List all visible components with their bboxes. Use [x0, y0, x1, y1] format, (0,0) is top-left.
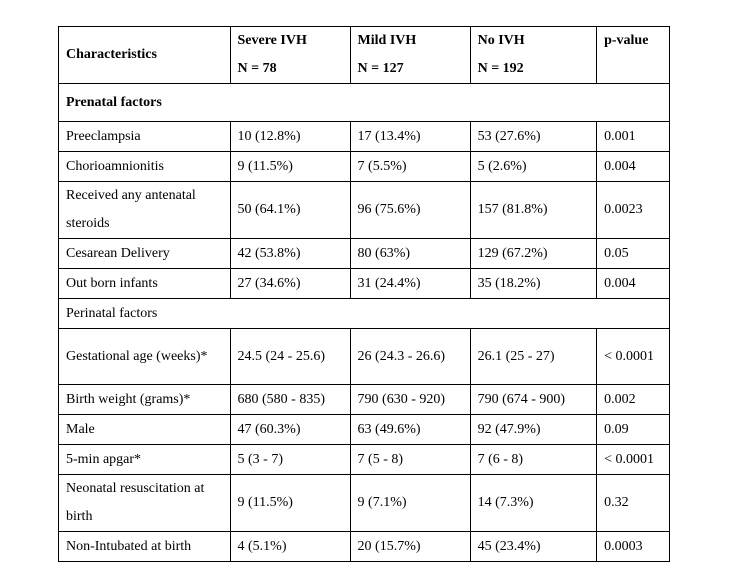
header-pvalue: p-value [597, 27, 670, 84]
row-label: Birth weight (grams)* [59, 385, 231, 415]
cell-pvalue: 0.004 [597, 152, 670, 182]
cell-mild: 63 (49.6%) [350, 415, 470, 445]
header-severe-n: N = 78 [237, 61, 277, 76]
cell-severe: 9 (11.5%) [230, 152, 350, 182]
cell-severe: 9 (11.5%) [230, 475, 350, 532]
table-row [59, 415, 670, 445]
cell-none: 129 (67.2%) [470, 239, 596, 269]
cell-none: 45 (23.4%) [470, 532, 596, 562]
row-label: Chorioamnionitis [59, 152, 231, 182]
cell-mild: 80 (63%) [350, 239, 470, 269]
cell-severe: 47 (60.3%) [230, 415, 350, 445]
header-none-n: N = 192 [477, 61, 524, 76]
row-label: Out born infants [59, 269, 231, 299]
header-none [470, 27, 596, 84]
table-row [59, 152, 670, 182]
cell-pvalue: 0.001 [597, 122, 670, 152]
cell-none: 26.1 (25 - 27) [470, 329, 596, 385]
row-label: Non-Intubated at birth [59, 532, 231, 562]
cell-mild: 31 (24.4%) [350, 269, 470, 299]
header-characteristics: Characteristics [59, 27, 231, 84]
cell-mild: 20 (15.7%) [350, 532, 470, 562]
cell-mild: 9 (7.1%) [350, 475, 470, 532]
cell-mild: 96 (75.6%) [350, 182, 470, 239]
row-label: Preeclampsia [59, 122, 231, 152]
section-row-perinatal [59, 299, 670, 329]
cell-mild: 7 (5.5%) [350, 152, 470, 182]
cell-mild: 790 (630 - 920) [350, 385, 470, 415]
cell-mild: 17 (13.4%) [350, 122, 470, 152]
row-label: 5-min apgar* [59, 445, 231, 475]
row-label: Male [59, 415, 231, 445]
cell-pvalue: 0.32 [597, 475, 670, 532]
table-row [59, 182, 670, 239]
cell-pvalue: 0.05 [597, 239, 670, 269]
cell-mild: 26 (24.3 - 26.6) [350, 329, 470, 385]
row-label: Received any antenatal steroids [59, 182, 231, 239]
header-mild-n: N = 127 [357, 61, 404, 76]
header-severe [230, 27, 350, 84]
section-title-prenatal: Prenatal factors [59, 84, 670, 122]
cell-none: 14 (7.3%) [470, 475, 596, 532]
characteristics-table [58, 26, 670, 562]
table-row [59, 445, 670, 475]
cell-pvalue: 0.0023 [597, 182, 670, 239]
cell-none: 92 (47.9%) [470, 415, 596, 445]
cell-pvalue: 0.002 [597, 385, 670, 415]
table-row [59, 122, 670, 152]
header-none-label: No IVH [477, 33, 525, 48]
cell-pvalue: < 0.0001 [597, 445, 670, 475]
header-severe-label: Severe IVH [237, 33, 307, 48]
section-row-prenatal [59, 84, 670, 122]
table-row [59, 269, 670, 299]
cell-none: 7 (6 - 8) [470, 445, 596, 475]
row-label: Cesarean Delivery [59, 239, 231, 269]
cell-severe: 50 (64.1%) [230, 182, 350, 239]
cell-none: 5 (2.6%) [470, 152, 596, 182]
cell-mild: 7 (5 - 8) [350, 445, 470, 475]
section-title-perinatal: Perinatal factors [59, 299, 670, 329]
row-label: Neonatal resuscitation at birth [59, 475, 231, 532]
table-header-row [59, 27, 670, 84]
table-row [59, 329, 670, 385]
table-row [59, 532, 670, 562]
cell-severe: 27 (34.6%) [230, 269, 350, 299]
header-mild-label: Mild IVH [357, 33, 417, 48]
cell-none: 790 (674 - 900) [470, 385, 596, 415]
cell-severe: 680 (580 - 835) [230, 385, 350, 415]
cell-pvalue: 0.0003 [597, 532, 670, 562]
table-row [59, 475, 670, 532]
cell-severe: 5 (3 - 7) [230, 445, 350, 475]
cell-none: 35 (18.2%) [470, 269, 596, 299]
cell-pvalue: 0.09 [597, 415, 670, 445]
cell-none: 53 (27.6%) [470, 122, 596, 152]
cell-pvalue: < 0.0001 [597, 329, 670, 385]
row-label: Gestational age (weeks)* [59, 329, 231, 385]
cell-severe: 42 (53.8%) [230, 239, 350, 269]
cell-severe: 10 (12.8%) [230, 122, 350, 152]
table-row [59, 239, 670, 269]
table-row [59, 385, 670, 415]
header-mild [350, 27, 470, 84]
cell-pvalue: 0.004 [597, 269, 670, 299]
cell-severe: 4 (5.1%) [230, 532, 350, 562]
cell-none: 157 (81.8%) [470, 182, 596, 239]
cell-severe: 24.5 (24 - 25.6) [230, 329, 350, 385]
